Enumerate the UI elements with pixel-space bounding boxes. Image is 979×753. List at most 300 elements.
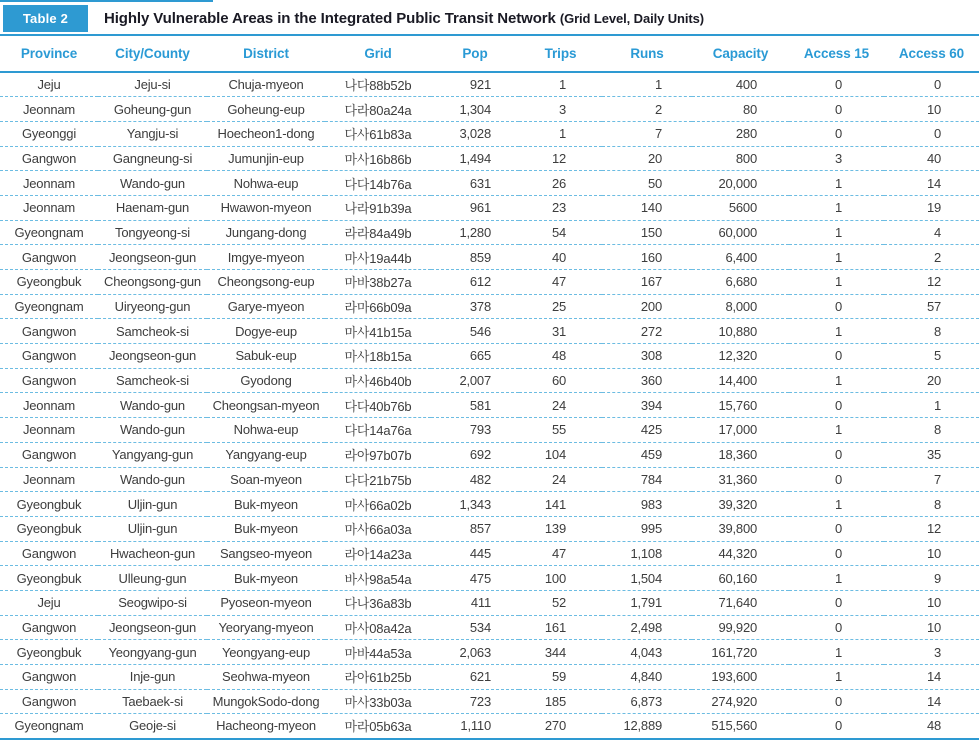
table-row [0, 590, 979, 615]
cell-access-60: 0 [933, 77, 941, 93]
cell-pop: 475 [469, 570, 491, 586]
cell-grid: 라아97b07b [344, 448, 412, 464]
cell-pop: 482 [469, 471, 491, 487]
cell-pop: 621 [469, 669, 491, 685]
cell-capacity: 12,320 [718, 348, 757, 364]
cell-trips: 26 [551, 175, 566, 191]
cell-runs: 167 [640, 274, 662, 290]
cell-capacity: 193,600 [711, 669, 757, 685]
table-row [0, 689, 979, 714]
cell-grid: 마사16b86b [344, 151, 412, 167]
cell-province: Gyeongbuk [16, 274, 82, 290]
column-header-trips: Trips [544, 46, 577, 61]
table-row [0, 121, 979, 146]
cell-province: Gangwon [21, 694, 77, 710]
cell-access-15: 0 [834, 471, 842, 487]
cell-city-county: Yangju-si [126, 126, 179, 142]
table-caption [0, 0, 979, 32]
cell-pop: 581 [469, 397, 491, 413]
column-header-district: District [243, 46, 289, 61]
cell-pop: 1,110 [460, 718, 491, 734]
cell-district: Imgye-myeon [227, 249, 305, 265]
column-header-runs: Runs [630, 46, 664, 61]
cell-grid: 다라80a24a [344, 102, 412, 118]
cell-access-60: 2 [933, 249, 941, 265]
cell-access-15: 1 [834, 274, 842, 290]
cell-pop: 793 [469, 422, 491, 438]
cell-access-60: 40 [926, 150, 941, 166]
table-body [0, 72, 979, 739]
cell-province: Gyeonggi [21, 126, 77, 142]
cell-access-15: 0 [834, 348, 842, 364]
cell-district: Yeoryang-myeon [218, 619, 314, 635]
cell-province: Gangwon [21, 323, 77, 339]
cell-city-county: Gangneung-si [112, 150, 193, 166]
cell-capacity: 280 [735, 126, 757, 142]
cell-district: Yangyang-eup [225, 447, 307, 463]
cell-access-15: 3 [834, 150, 842, 166]
cell-trips: 52 [551, 595, 566, 611]
cell-access-60: 57 [926, 299, 941, 315]
cell-access-60: 10 [926, 545, 941, 561]
cell-access-60: 12 [926, 521, 941, 537]
cell-trips: 48 [551, 348, 566, 364]
cell-pop: 1,304 [459, 101, 491, 117]
cell-access-60: 8 [933, 323, 941, 339]
cell-trips: 12 [551, 150, 566, 166]
cell-province: Gangwon [21, 150, 77, 166]
table-header [0, 35, 979, 72]
cell-district: Yeongyang-eup [221, 644, 310, 660]
cell-pop: 1,280 [459, 224, 491, 240]
cell-runs: 1,791 [630, 595, 662, 611]
cell-trips: 104 [544, 447, 566, 463]
cell-province: Jeonnam [22, 200, 76, 216]
cell-trips: 47 [551, 545, 566, 561]
cell-capacity: 18,360 [718, 447, 757, 463]
cell-grid: 라아61b25b [344, 670, 412, 686]
table-row [0, 418, 979, 443]
cell-city-county: Wando-gun [120, 397, 185, 413]
cell-city-county: Uljin-gun [127, 521, 178, 537]
table-row [0, 97, 979, 122]
cell-district: Buk-myeon [234, 570, 298, 586]
cell-district: Cheongsan-myeon [212, 397, 320, 413]
column-header-capacity: Capacity [712, 46, 769, 61]
cell-capacity: 14,400 [718, 373, 757, 389]
cell-capacity: 400 [735, 77, 757, 93]
cell-runs: 50 [647, 175, 662, 191]
cell-access-60: 10 [926, 619, 941, 635]
cell-province: Gyeongnam [14, 299, 84, 315]
cell-access-60: 14 [926, 175, 941, 191]
cell-capacity: 800 [735, 150, 757, 166]
cell-access-15: 0 [834, 595, 842, 611]
cell-pop: 2,007 [459, 373, 491, 389]
cell-city-county: Hwacheon-gun [109, 545, 196, 561]
table-row [0, 368, 979, 393]
cell-trips: 344 [544, 644, 566, 660]
table-row [0, 541, 979, 566]
cell-district: MungokSodo-dong [212, 694, 320, 710]
column-header-grid: Grid [364, 46, 392, 61]
cell-province: Gyeongbuk [16, 644, 82, 660]
cell-grid: 마사08a42a [344, 620, 412, 636]
table-title-text: Highly Vulnerable Areas in the Integrated Public Transit Network [104, 9, 556, 27]
table-header-row [0, 35, 979, 72]
cell-district: Buk-myeon [234, 521, 298, 537]
top-accent-rule [0, 0, 213, 2]
cell-grid: 다다14a76a [344, 423, 412, 439]
cell-grid: 마라05b63a [344, 719, 412, 735]
table-row [0, 245, 979, 270]
cell-trips: 60 [551, 373, 566, 389]
cell-runs: 140 [640, 200, 662, 216]
table-row [0, 393, 979, 418]
cell-runs: 1 [654, 77, 662, 93]
cell-access-15: 1 [834, 496, 842, 512]
cell-access-60: 7 [933, 471, 941, 487]
cell-capacity: 161,720 [711, 644, 757, 660]
cell-access-15: 1 [834, 200, 842, 216]
cell-district: Cheongsong-eup [217, 274, 315, 290]
cell-district: Hoecheon1-dong [217, 126, 315, 142]
cell-province: Gyeongnam [14, 718, 84, 734]
table-title-units: (Grid Level, Daily Units) [559, 10, 704, 26]
cell-access-15: 0 [834, 101, 842, 117]
cell-runs: 20 [647, 150, 662, 166]
cell-access-60: 14 [926, 669, 941, 685]
cell-grid: 마바38b27a [344, 275, 412, 291]
cell-access-60: 9 [933, 570, 941, 586]
cell-province: Gyeongnam [14, 224, 84, 240]
cell-capacity: 60,160 [718, 570, 757, 586]
cell-trips: 270 [544, 718, 566, 734]
cell-grid: 다다21b75b [344, 472, 412, 488]
cell-city-county: Wando-gun [120, 422, 185, 438]
cell-access-60: 1 [933, 397, 941, 413]
cell-runs: 784 [640, 471, 662, 487]
cell-province: Jeonnam [22, 397, 76, 413]
cell-capacity: 31,360 [718, 471, 757, 487]
cell-trips: 23 [551, 200, 566, 216]
cell-pop: 546 [469, 323, 491, 339]
cell-province: Jeonnam [22, 422, 76, 438]
cell-district: Goheung-eup [227, 101, 305, 117]
cell-province: Jeju [37, 77, 61, 93]
table-title [104, 10, 704, 27]
table-row [0, 665, 979, 690]
cell-runs: 160 [640, 249, 662, 265]
cell-capacity: 274,920 [711, 694, 757, 710]
cell-grid: 라라84a49b [344, 225, 412, 241]
cell-access-60: 3 [933, 644, 941, 660]
cell-grid: 라마66b09a [344, 300, 412, 316]
table-row [0, 467, 979, 492]
cell-runs: 7 [654, 126, 662, 142]
cell-pop: 2,063 [459, 644, 491, 660]
cell-grid: 나다88b52b [344, 78, 412, 94]
cell-district: Soan-myeon [230, 471, 302, 487]
cell-city-county: Yangyang-gun [111, 447, 194, 463]
vulnerable-areas-table [0, 34, 979, 740]
cell-access-60: 48 [926, 718, 941, 734]
cell-access-60: 35 [926, 447, 941, 463]
table-row [0, 294, 979, 319]
cell-district: Buk-myeon [234, 496, 298, 512]
cell-city-county: Ulleung-gun [118, 570, 187, 586]
cell-city-county: Jeongseon-gun [108, 249, 197, 265]
cell-runs: 360 [640, 373, 662, 389]
cell-pop: 1,343 [459, 496, 491, 512]
cell-access-60: 19 [926, 200, 941, 216]
cell-capacity: 20,000 [718, 175, 757, 191]
cell-district: Jungang-dong [225, 224, 307, 240]
cell-access-15: 0 [834, 397, 842, 413]
table-row [0, 146, 979, 171]
cell-trips: 139 [544, 521, 566, 537]
cell-trips: 40 [551, 249, 566, 265]
table-row [0, 195, 979, 220]
cell-grid: 마사33b03a [344, 695, 412, 711]
cell-runs: 4,043 [630, 644, 662, 660]
cell-grid: 마사46b40b [344, 374, 412, 390]
cell-district: Nohwa-eup [233, 175, 299, 191]
table-row [0, 640, 979, 665]
cell-capacity: 515,560 [711, 718, 757, 734]
cell-trips: 59 [551, 669, 566, 685]
cell-trips: 141 [544, 496, 566, 512]
table-row [0, 516, 979, 541]
cell-capacity: 44,320 [718, 545, 757, 561]
cell-access-60: 8 [933, 496, 941, 512]
table-row [0, 319, 979, 344]
cell-capacity: 80 [742, 101, 757, 117]
cell-city-county: Jeongseon-gun [108, 348, 197, 364]
cell-access-60: 0 [933, 126, 941, 142]
cell-pop: 534 [469, 619, 491, 635]
cell-province: Gyeongbuk [16, 496, 82, 512]
cell-capacity: 39,800 [718, 521, 757, 537]
column-header-city-county: City/County [115, 46, 190, 61]
cell-access-15: 1 [834, 644, 842, 660]
cell-access-60: 10 [926, 101, 941, 117]
cell-runs: 150 [640, 224, 662, 240]
cell-grid: 다사61b83a [344, 127, 412, 143]
table-row [0, 714, 979, 739]
column-header-province: Province [20, 46, 78, 61]
cell-city-county: Jeongseon-gun [108, 619, 197, 635]
cell-runs: 394 [640, 397, 662, 413]
cell-district: Sabuk-eup [235, 348, 297, 364]
cell-province: Gangwon [21, 669, 77, 685]
cell-grid: 다나36a83b [344, 596, 412, 612]
cell-trips: 161 [544, 619, 566, 635]
cell-pop: 665 [469, 348, 491, 364]
cell-runs: 983 [640, 496, 662, 512]
cell-access-15: 0 [834, 694, 842, 710]
cell-province: Gangwon [21, 249, 77, 265]
cell-access-60: 8 [933, 422, 941, 438]
cell-city-county: Samcheok-si [116, 323, 189, 339]
cell-city-county: Haenam-gun [115, 200, 190, 216]
cell-pop: 857 [469, 521, 491, 537]
table-row [0, 442, 979, 467]
cell-access-60: 10 [926, 595, 941, 611]
cell-access-15: 1 [834, 175, 842, 191]
cell-grid: 다다14b76a [344, 176, 412, 192]
table-row [0, 344, 979, 369]
cell-access-15: 1 [834, 422, 842, 438]
cell-city-county: Uljin-gun [127, 496, 178, 512]
column-header-pop: Pop [462, 46, 488, 61]
cell-access-15: 1 [834, 373, 842, 389]
cell-runs: 12,889 [623, 718, 662, 734]
cell-capacity: 6,400 [725, 249, 757, 265]
cell-province: Gangwon [21, 447, 77, 463]
cell-province: Jeonnam [22, 175, 76, 191]
cell-capacity: 71,640 [718, 595, 757, 611]
cell-province: Gyeongbuk [16, 521, 82, 537]
table-row [0, 220, 979, 245]
cell-pop: 631 [469, 175, 491, 191]
cell-access-15: 0 [834, 77, 842, 93]
cell-district: Pyoseon-myeon [220, 595, 312, 611]
cell-runs: 4,840 [630, 669, 662, 685]
cell-district: Chuja-myeon [228, 77, 304, 93]
cell-grid: 나라91b39a [344, 201, 412, 217]
cell-capacity: 6,680 [725, 274, 757, 290]
cell-trips: 47 [551, 274, 566, 290]
cell-grid: 마사66a03a [344, 522, 412, 538]
cell-city-county: Jeju-si [134, 77, 171, 93]
cell-grid: 다다40b76b [344, 398, 412, 414]
cell-city-county: Wando-gun [120, 471, 185, 487]
cell-province: Gangwon [21, 545, 77, 561]
cell-trips: 24 [551, 471, 566, 487]
cell-city-county: Tongyeong-si [115, 224, 190, 240]
cell-runs: 6,873 [630, 694, 662, 710]
cell-capacity: 10,880 [718, 323, 757, 339]
cell-runs: 1,504 [630, 570, 662, 586]
cell-trips: 54 [551, 224, 566, 240]
cell-city-county: Taebaek-si [122, 694, 183, 710]
cell-pop: 445 [469, 545, 491, 561]
column-header-access-60: Access 60 [898, 46, 965, 61]
table-row [0, 171, 979, 196]
cell-access-15: 1 [834, 249, 842, 265]
cell-access-15: 0 [834, 447, 842, 463]
cell-capacity: 8,000 [725, 299, 757, 315]
cell-district: Nohwa-eup [233, 422, 299, 438]
cell-capacity: 60,000 [718, 224, 757, 240]
cell-trips: 24 [551, 397, 566, 413]
cell-runs: 2,498 [630, 619, 662, 635]
cell-access-15: 1 [834, 224, 842, 240]
table-row [0, 270, 979, 295]
cell-pop: 692 [469, 447, 491, 463]
cell-pop: 3,028 [459, 126, 491, 142]
cell-city-county: Uiryeong-gun [114, 299, 191, 315]
cell-pop: 723 [469, 694, 491, 710]
cell-access-15: 0 [834, 521, 842, 537]
cell-access-60: 4 [933, 224, 941, 240]
cell-access-60: 14 [926, 694, 941, 710]
cell-district: Gyodong [240, 373, 292, 389]
cell-access-15: 0 [834, 619, 842, 635]
cell-grid: 마사66a02b [344, 497, 412, 513]
cell-province: Jeonnam [22, 471, 76, 487]
cell-access-15: 0 [834, 718, 842, 734]
cell-city-county: Geoje-si [129, 718, 176, 734]
cell-trips: 25 [551, 299, 566, 315]
cell-trips: 1 [558, 126, 566, 142]
cell-city-county: Yeongyang-gun [108, 644, 197, 660]
cell-runs: 459 [640, 447, 662, 463]
cell-city-county: Samcheok-si [116, 373, 189, 389]
table-row [0, 492, 979, 517]
cell-trips: 31 [551, 323, 566, 339]
cell-pop: 612 [469, 274, 491, 290]
cell-pop: 961 [469, 200, 491, 216]
cell-access-15: 0 [834, 299, 842, 315]
cell-capacity: 17,000 [718, 422, 757, 438]
cell-grid: 마사41b15a [344, 324, 412, 340]
cell-runs: 200 [640, 299, 662, 315]
cell-trips: 55 [551, 422, 566, 438]
cell-runs: 308 [640, 348, 662, 364]
cell-access-15: 1 [834, 570, 842, 586]
cell-pop: 1,494 [459, 150, 491, 166]
cell-access-60: 20 [926, 373, 941, 389]
column-header-access-15: Access 15 [803, 46, 870, 61]
cell-district: Hwawon-myeon [220, 200, 312, 216]
table-row [0, 72, 979, 97]
cell-grid: 바사98a54a [344, 571, 412, 587]
cell-city-county: Seogwipo-si [118, 595, 187, 611]
cell-city-county: Inje-gun [129, 669, 176, 685]
cell-runs: 995 [640, 521, 662, 537]
cell-trips: 185 [544, 694, 566, 710]
cell-province: Gangwon [21, 373, 77, 389]
cell-runs: 2 [654, 101, 662, 117]
cell-trips: 100 [544, 570, 566, 586]
cell-pop: 859 [469, 249, 491, 265]
cell-runs: 1,108 [630, 545, 662, 561]
table-row [0, 566, 979, 591]
cell-city-county: Goheung-gun [113, 101, 192, 117]
cell-district: Dogye-eup [235, 323, 297, 339]
cell-district: Jumunjin-eup [228, 150, 304, 166]
cell-province: Gangwon [21, 619, 77, 635]
cell-city-county: Cheongsong-gun [104, 274, 201, 290]
cell-pop: 378 [469, 299, 491, 315]
cell-province: Gangwon [21, 348, 77, 364]
cell-trips: 1 [558, 77, 566, 93]
cell-grid: 라아14a23a [344, 546, 412, 562]
cell-district: Hacheong-myeon [216, 718, 316, 734]
cell-grid: 마사18b15a [344, 349, 412, 365]
cell-pop: 411 [470, 595, 491, 611]
cell-capacity: 5600 [728, 200, 757, 216]
cell-pop: 921 [469, 77, 491, 93]
cell-trips: 3 [558, 101, 566, 117]
cell-access-15: 1 [834, 669, 842, 685]
cell-access-15: 0 [834, 545, 842, 561]
cell-province: Jeju [37, 595, 61, 611]
cell-province: Jeonnam [22, 101, 76, 117]
cell-grid: 마사19a44b [344, 250, 412, 266]
